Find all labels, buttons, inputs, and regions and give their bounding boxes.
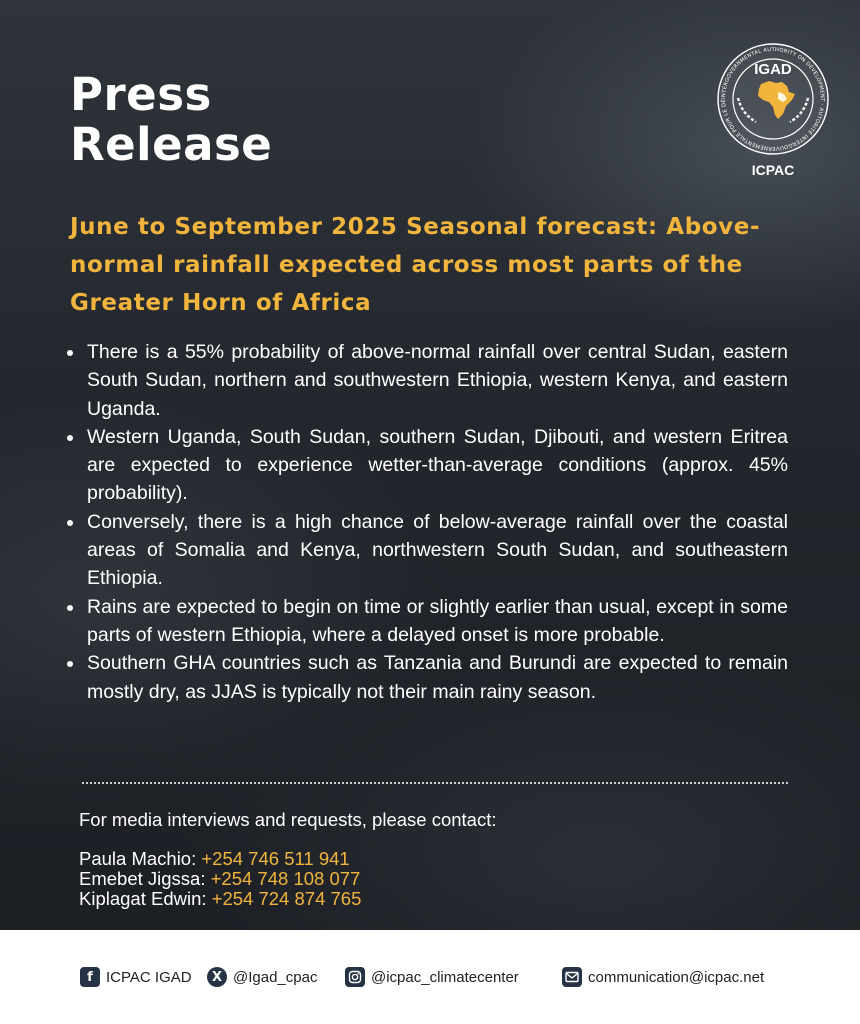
headline: June to September 2025 Seasonal forecast: Above-normal rainfall expected across most parts of the Greater Horn of Africa xyxy=(70,214,761,316)
facebook-handle: ICPAC IGAD xyxy=(106,968,192,986)
facebook-icon: f xyxy=(80,967,100,987)
contact-row xyxy=(79,849,361,869)
contact-name: Paula Machio: xyxy=(79,848,197,869)
contact-name: Emebet Jigssa: xyxy=(79,868,206,889)
social-footer xyxy=(0,930,860,1024)
contact-phone[interactable]: +254 746 511 941 xyxy=(201,848,350,869)
contact-row xyxy=(79,869,361,889)
email-address: communication@icpac.net xyxy=(588,968,765,986)
igad-icpac-logo xyxy=(716,40,830,180)
instagram-handle: @icpac_climatecenter xyxy=(371,968,519,986)
logo-ring-text: INTERGOVERNMENTAL AUTHORITY ON DEVELOPMENT · AUTORITÉ INTERGOUVERNEMENTALE POUR LE DÉ xyxy=(720,46,826,152)
list-item: Rains are expected to begin on time or slightly earlier than usual, except in some parts of western Ethiopia, where a delayed onset is more probable. xyxy=(64,593,788,650)
forecast-bullets xyxy=(64,338,788,706)
facebook-link[interactable] xyxy=(80,967,192,987)
instagram-link[interactable] xyxy=(345,967,519,987)
contact-list xyxy=(79,849,361,909)
mail-icon xyxy=(562,967,582,987)
contact-row xyxy=(79,889,361,909)
x-link[interactable] xyxy=(207,967,317,987)
list-item: Western Uganda, South Sudan, southern Sudan, Djibouti, and western Eritrea are expected to experience wetter-than-average conditions (approx. 45% probability). xyxy=(64,423,788,508)
logo-caption: ICPAC xyxy=(751,162,795,178)
page-title xyxy=(70,70,272,170)
contact-intro: For media interviews and requests, please contact: xyxy=(79,809,497,830)
igad-emblem-icon xyxy=(716,40,830,158)
email-link[interactable] xyxy=(562,967,764,987)
title-line-2: Release xyxy=(70,118,273,171)
x-handle: @Igad_cpac xyxy=(233,968,318,986)
contact-phone[interactable]: +254 748 108 077 xyxy=(210,868,361,889)
contact-name: Kiplagat Edwin: xyxy=(79,888,207,909)
dotted-divider xyxy=(82,782,788,784)
title-line-1: Press xyxy=(70,68,212,121)
list-item: Southern GHA countries such as Tanzania and Burundi are expected to remain mostly dry, as JJAS is typically not their main rainy season. xyxy=(64,649,788,706)
instagram-icon xyxy=(345,967,365,987)
list-item: There is a 55% probability of above-normal rainfall over central Sudan, eastern South Sudan, northern and southwestern Ethiopia, western Kenya, and eastern Uganda. xyxy=(64,338,788,423)
logo-text: IGAD xyxy=(754,61,792,78)
contact-phone[interactable]: +254 724 874 765 xyxy=(211,888,362,909)
x-icon: X xyxy=(207,967,227,987)
list-item: Conversely, there is a high chance of below-average rainfall over the coastal areas of Somalia and Kenya, northwestern South Sudan, and southeastern Ethiopia. xyxy=(64,508,788,593)
